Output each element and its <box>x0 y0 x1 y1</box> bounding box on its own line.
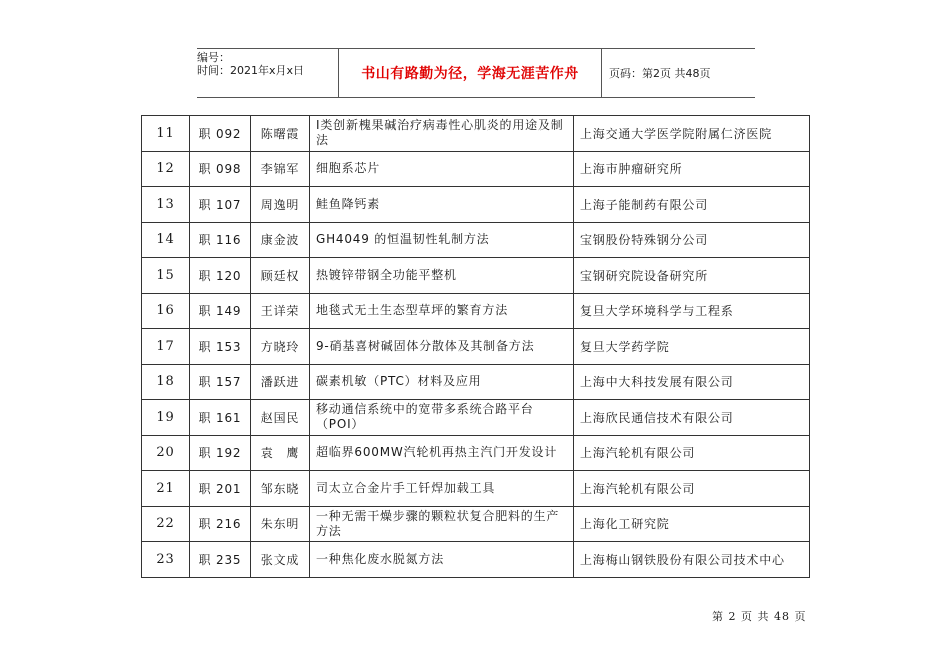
row-number: 11 <box>142 116 190 152</box>
row-code: 职 092 <box>190 116 251 152</box>
row-title: 一种无需干燥步骤的颗粒状复合肥料的生产方法 <box>310 506 574 542</box>
row-number: 22 <box>142 506 190 542</box>
table-row <box>142 329 810 365</box>
row-number: 17 <box>142 329 190 365</box>
row-code: 职 216 <box>190 506 251 542</box>
row-name: 周逸明 <box>251 187 310 223</box>
row-name: 袁 鹰 <box>251 435 310 471</box>
row-code: 职 157 <box>190 364 251 400</box>
page-header <box>197 48 755 98</box>
records-table <box>141 115 810 578</box>
row-code: 职 201 <box>190 471 251 507</box>
header-motto: 书山有路勤为径，学海无涯苦作舟 <box>338 49 602 97</box>
row-organization: 宝钢股份特殊钢分公司 <box>574 222 810 258</box>
row-name: 邹东晓 <box>251 471 310 507</box>
row-organization: 上海欣民通信技术有限公司 <box>574 400 810 436</box>
page-footer: 第 2 页 共 48 页 <box>712 610 807 623</box>
row-code: 职 149 <box>190 293 251 329</box>
table-row <box>142 471 810 507</box>
number-label: 编号： <box>197 51 230 64</box>
row-number: 21 <box>142 471 190 507</box>
row-organization: 上海交通大学医学院附属仁济医院 <box>574 116 810 152</box>
row-name: 张文成 <box>251 542 310 578</box>
table-row <box>142 542 810 578</box>
row-number: 12 <box>142 151 190 187</box>
row-title: 热镀锌带钢全功能平整机 <box>310 258 574 294</box>
row-name: 顾廷权 <box>251 258 310 294</box>
row-organization: 上海中大科技发展有限公司 <box>574 364 810 400</box>
header-page-label: 页码：第2页 共48页 <box>609 67 711 80</box>
table-row <box>142 506 810 542</box>
row-organization: 上海汽轮机有限公司 <box>574 471 810 507</box>
row-title: 地毯式无土生态型草坪的繁育方法 <box>310 293 574 329</box>
row-number: 14 <box>142 222 190 258</box>
row-title: 一种焦化废水脱氮方法 <box>310 542 574 578</box>
row-organization: 上海市肿瘤研究所 <box>574 151 810 187</box>
row-code: 职 192 <box>190 435 251 471</box>
row-organization: 上海子能制药有限公司 <box>574 187 810 223</box>
row-number: 18 <box>142 364 190 400</box>
table-row <box>142 364 810 400</box>
table-row <box>142 258 810 294</box>
row-name: 李锦军 <box>251 151 310 187</box>
records-table-body <box>142 116 810 578</box>
row-number: 20 <box>142 435 190 471</box>
row-name: 方晓玲 <box>251 329 310 365</box>
row-title: 细胞系芯片 <box>310 151 574 187</box>
table-row <box>142 187 810 223</box>
row-title: Ⅰ类创新槐果碱治疗病毒性心肌炎的用途及制法 <box>310 116 574 152</box>
table-row <box>142 116 810 152</box>
row-title: 超临界600MW汽轮机再热主汽门开发设计 <box>310 435 574 471</box>
table-row <box>142 151 810 187</box>
row-number: 15 <box>142 258 190 294</box>
row-title: 9-硝基喜树碱固体分散体及其制备方法 <box>310 329 574 365</box>
table-row <box>142 400 810 436</box>
header-meta <box>197 49 338 97</box>
row-title: 移动通信系统中的宽带多系统合路平台（POI） <box>310 400 574 436</box>
row-code: 职 107 <box>190 187 251 223</box>
table-row <box>142 222 810 258</box>
row-name: 赵国民 <box>251 400 310 436</box>
row-name: 朱东明 <box>251 506 310 542</box>
row-title: 碳素机敏（PTC）材料及应用 <box>310 364 574 400</box>
row-name: 陈曙霞 <box>251 116 310 152</box>
table-row <box>142 435 810 471</box>
row-name: 王详荣 <box>251 293 310 329</box>
table-row <box>142 293 810 329</box>
row-organization: 复旦大学药学院 <box>574 329 810 365</box>
row-name: 康金波 <box>251 222 310 258</box>
row-code: 职 098 <box>190 151 251 187</box>
row-number: 23 <box>142 542 190 578</box>
row-code: 职 161 <box>190 400 251 436</box>
row-code: 职 153 <box>190 329 251 365</box>
row-organization: 宝钢研究院设备研究所 <box>574 258 810 294</box>
row-organization: 复旦大学环境科学与工程系 <box>574 293 810 329</box>
row-title: 司太立合金片手工钎焊加载工具 <box>310 471 574 507</box>
row-number: 16 <box>142 293 190 329</box>
row-organization: 上海汽轮机有限公司 <box>574 435 810 471</box>
row-title: 鲑鱼降钙素 <box>310 187 574 223</box>
row-name: 潘跃进 <box>251 364 310 400</box>
row-number: 13 <box>142 187 190 223</box>
row-organization: 上海梅山钢铁股份有限公司技术中心 <box>574 542 810 578</box>
row-code: 职 116 <box>190 222 251 258</box>
row-title: GH4049 的恒温韧性轧制方法 <box>310 222 574 258</box>
row-organization: 上海化工研究院 <box>574 506 810 542</box>
row-number: 19 <box>142 400 190 436</box>
time-label: 时间：2021年x月x日 <box>197 64 305 77</box>
row-code: 职 235 <box>190 542 251 578</box>
row-code: 职 120 <box>190 258 251 294</box>
